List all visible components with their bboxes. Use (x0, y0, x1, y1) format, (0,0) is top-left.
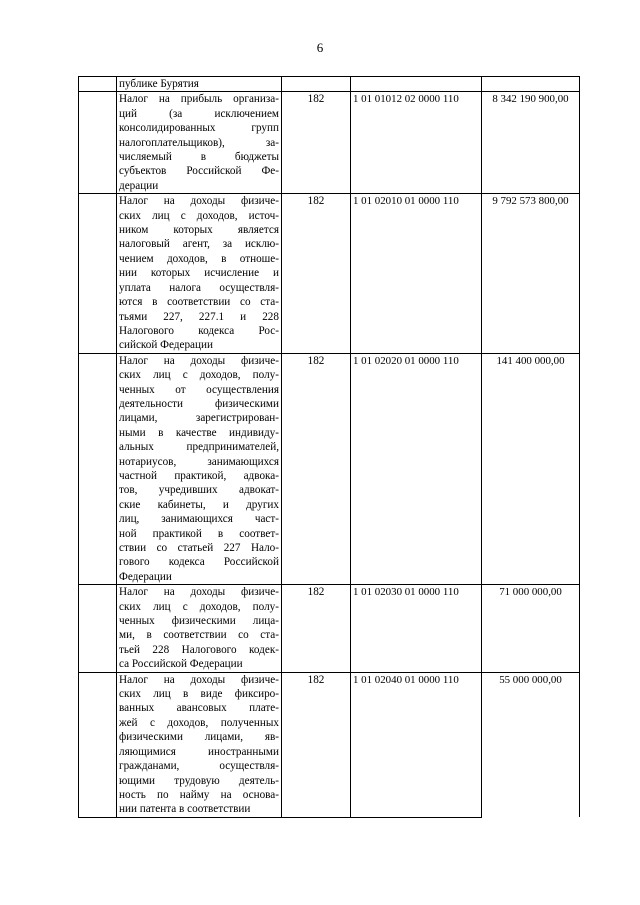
budget-classification-code-cell: 1 01 02030 01 0000 110 (351, 585, 482, 672)
revenue-name-line: дерации (119, 179, 159, 192)
revenue-name-cell (117, 585, 282, 672)
revenue-name-line: Федерации (119, 570, 172, 583)
revenue-name-line: нии которых исчисление и (119, 267, 279, 280)
revenue-name-line: частной практикой, адвока- (119, 469, 279, 482)
amount-cell (482, 77, 580, 92)
budget-classification-code-cell (351, 77, 482, 92)
revenue-name-line: чением доходов, в отноше- (119, 252, 279, 265)
revenue-name-line: субъектов Российской Фе- (119, 165, 279, 178)
table-row (79, 92, 580, 194)
revenue-name-line: ником которых является (119, 224, 279, 237)
revenue-name-cell (117, 672, 282, 817)
revenue-name-line: налоговый агент, за исклю- (119, 238, 279, 251)
revenue-name-line: ми, в соответствии со ста- (119, 629, 279, 642)
revenue-name-cell (117, 92, 282, 194)
revenue-name-line: ляющимися иностранными (119, 745, 279, 758)
revenue-name-line: числяемый в бюджеты (119, 151, 279, 164)
revenue-name-line: ванных авансовых плате- (119, 702, 279, 715)
page-number: 6 (316, 40, 324, 55)
revenue-name-line: тьей 228 Налогового кодек- (119, 643, 279, 656)
revenue-name-line: Налог на доходы физиче- (119, 673, 279, 686)
budget-classification-code-cell: 1 01 01012 02 0000 110 (351, 92, 482, 194)
revenue-name-line: ских лиц с доходов, полу- (119, 600, 279, 613)
revenue-name-line: деятельности физическими (119, 397, 279, 410)
revenue-name-line: нии патента в соответствии (119, 803, 251, 816)
table-body (79, 77, 580, 818)
revenue-name-line: тов, учредивших адвокат- (119, 484, 279, 497)
revenue-name-line: ских лиц с доходов, полу- (119, 369, 279, 382)
row-number-cell (79, 672, 117, 817)
revenue-name-line: Налог на прибыль организа- (119, 93, 279, 106)
amount-cell: 9 792 573 800,00 (482, 194, 580, 353)
amount-cell: 8 342 190 900,00 (482, 92, 580, 194)
row-number-cell (79, 194, 117, 353)
revenue-name-cell (117, 353, 282, 585)
table-row (79, 194, 580, 353)
revenue-name-line: тьями 227, 227.1 и 228 (119, 310, 279, 323)
revenue-name-line: са Российской Федерации (119, 658, 243, 671)
amount-cell: 71 000 000,00 (482, 585, 580, 672)
revenue-name-line: жей с доходов, полученных (119, 716, 279, 729)
revenue-name-line: ствии со статьей 227 Нало- (119, 542, 279, 554)
revenue-name-line: лицами, зарегистрирован- (119, 412, 279, 425)
administrator-code-cell: 182 (282, 353, 351, 585)
table-row (79, 585, 580, 672)
row-number-cell (79, 585, 117, 672)
revenue-name-line: физическими лицами, яв- (119, 731, 279, 744)
revenue-name-line: ских лиц с доходов, источ- (119, 209, 279, 222)
revenue-name-line: лиц, занимающихся част- (119, 513, 279, 526)
amount-cell: 55 000 000,00 (482, 672, 580, 817)
revenue-name-cell (117, 77, 282, 92)
revenue-name-line: альных предпринимателей, (119, 441, 279, 454)
row-number-cell (79, 92, 117, 194)
revenue-name-line: ной практикой в соответ- (119, 527, 279, 540)
administrator-code-cell: 182 (282, 92, 351, 194)
amount-cell: 141 400 000,00 (482, 353, 580, 585)
revenue-name-cell (117, 194, 282, 353)
revenue-name-line: Налогового кодекса Рос- (119, 324, 279, 337)
revenue-name-line: ских лиц в виде фиксиро- (119, 688, 279, 701)
revenue-name-line: ность по найму на основа- (119, 788, 279, 801)
budget-classification-code-cell: 1 01 02010 01 0000 110 (351, 194, 482, 353)
revenue-name-line: ченных физическими лица- (119, 615, 279, 628)
revenue-name-line: ций (за исключением (119, 107, 279, 120)
table-row (79, 672, 580, 817)
revenue-name-line: ными в качестве индивиду- (119, 426, 279, 439)
revenue-name-line: уплата налога осуществля- (119, 281, 279, 294)
revenue-name-line: публике Бурятия (119, 78, 199, 90)
revenue-name-line: нотариусов, занимающихся (119, 455, 279, 468)
table-row (79, 353, 580, 585)
row-number-cell (79, 353, 117, 585)
revenue-name-line: Налог на доходы физиче- (119, 195, 279, 208)
budget-revenue-table (78, 76, 580, 818)
revenue-name-line: ченных от осуществления (119, 383, 279, 396)
row-number-cell (79, 77, 117, 92)
budget-classification-code-cell: 1 01 02040 01 0000 110 (351, 672, 482, 817)
budget-classification-code-cell: 1 01 02020 01 0000 110 (351, 353, 482, 585)
revenue-name-line: Налог на доходы физиче- (119, 354, 279, 367)
revenue-name-line: ющими трудовую деятель- (119, 774, 279, 787)
revenue-name-line: налогоплательщиков), за- (119, 136, 279, 149)
revenue-name-line: сийской Федерации (119, 339, 213, 352)
revenue-name-line: гражданами, осуществля- (119, 760, 279, 773)
administrator-code-cell: 182 (282, 585, 351, 672)
revenue-name-line: гового кодекса Российской (119, 556, 279, 569)
administrator-code-cell: 182 (282, 672, 351, 817)
revenue-name-line: консолидированных групп (119, 122, 279, 135)
administrator-code-cell (282, 77, 351, 92)
table-row (79, 77, 580, 92)
revenue-name-line: Налог на доходы физиче- (119, 586, 279, 599)
revenue-name-line: ские кабинеты, и других (119, 498, 279, 511)
administrator-code-cell: 182 (282, 194, 351, 353)
revenue-name-line: ются в соответствии со ста- (119, 296, 279, 309)
